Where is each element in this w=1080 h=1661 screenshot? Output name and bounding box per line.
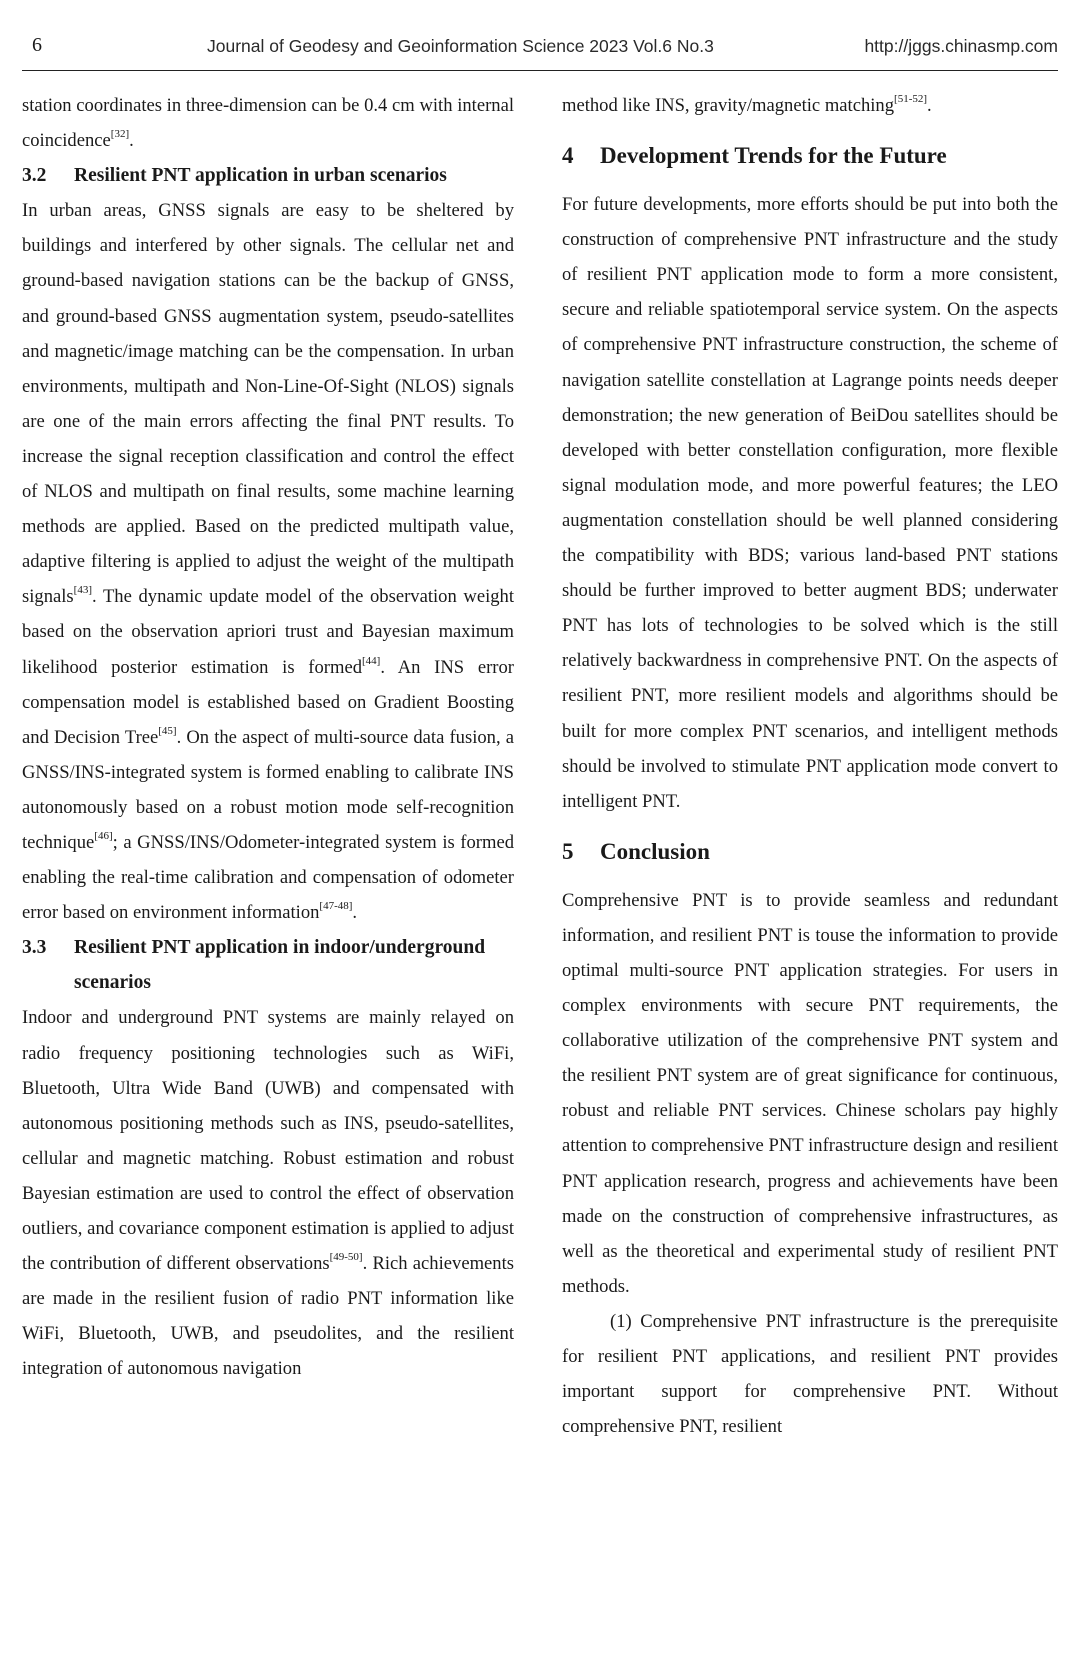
citation[interactable]: [44]: [362, 654, 381, 667]
paragraph-conclusion: Comprehensive PNT is to provide seamless and redundant information, and resilient PNT is touse the information to provide optimal multi-source PNT application strategies. For users in complex environments with secure PNT requirements, the collaborative utilization of the comprehensive PNT system and the resilient PNT system are of great significance for continuous, robust and reliable PNT services. Chinese scholars pay highly attention to comprehensive PNT infrastructure design and resilient PNT application research, progress and achievements have been made on the construction of comprehensive infrastructures, as well as the theoretical and experimental study of resilient PNT methods.: [562, 889, 1058, 1297]
citation[interactable]: [43]: [73, 584, 92, 597]
section-4-heading: 4 Development Trends for the Future: [562, 143, 947, 169]
citation[interactable]: [51-52]: [894, 93, 928, 105]
journal-url: http://jggs.chinasmp.com: [864, 36, 1058, 56]
journal-title: Journal of Geodesy and Geoinformation Science 2023 Vol.6 No.3: [207, 36, 714, 56]
citation[interactable]: [32]: [110, 128, 130, 141]
citation[interactable]: [45]: [158, 724, 177, 737]
page-number: 6: [32, 34, 42, 56]
paragraph-continuation: method like INS, gravity/magnetic matching[51-52].: [562, 93, 932, 116]
citation[interactable]: [47-48]: [319, 900, 353, 913]
section-3-3-heading: 3.3 Resilient PNT application in indoor/underground scenarios: [22, 937, 486, 994]
section-5-heading: 5 Conclusion: [562, 838, 710, 864]
paragraph-future-trends: For future developments, more efforts should be put into both the construction of comprehensive PNT infrastructure and the study of resilient PNT application mode to form a more consistent, secure and reliable spatiotemporal service system. On the aspects of comprehensive PNT infrastructure construction, the scheme of navigation satellite constellation at Lagrange points needs deeper demonstration; the new generation of BeiDou satellites should be developed with better constellation configuration, more flexible signal modulation mode, and more powerful features; the LEO augmentation constellation should be well planned considering the compatibility with BDS; various land-based PNT stations should be further improved to better augment BDS; underwater PNT has lots of technologies to be solved which is the still relatively backwardness in comprehensive PNT. On the aspects of resilient PNT, more resilient models and algorithms should be built for more complex PNT scenarios, and intelligent methods should be involved to stimulate PNT application mode convert to intelligent PNT.: [562, 194, 1058, 812]
section-3-2-heading: 3.2 Resilient PNT application in urban scenarios: [22, 165, 447, 187]
citation[interactable]: [46]: [94, 829, 113, 842]
left-column: [22, 88, 514, 1386]
page-header: [22, 34, 1058, 71]
paragraph-continuation: station coordinates in three-dimension can be 0.4 cm with internal coincidence[32].: [22, 95, 514, 152]
paragraph-indoor: Indoor and underground PNT systems are mainly relayed on radio frequency positioning technologies such as WiFi, Bluetooth, Ultra Wide Band (UWB) and compensated with autonomous positioning methods such as INS, pseudo-satellites, cellular and magnetic matching. Robust estimation and robust Bayesian estimation are used to control the effect of observation outliers, and covariance component estimation is applied to adjust the contribution of different observations[49-50]. Rich achievements are made in the resilient fusion of radio PNT information like WiFi, Bluetooth, UWB, and pseudolites, and the resilient integration of autonomous navigation: [22, 1007, 514, 1380]
citation[interactable]: [49-50]: [329, 1251, 363, 1264]
right-column: [562, 88, 1058, 1444]
paragraph-conclusion-point-1: (1) Comprehensive PNT infrastructure is the prerequisite for resilient PNT applications, and resilient PNT provides important support for comprehensive PNT. Without comprehensive PNT, resilient: [562, 1310, 1058, 1438]
paragraph-urban: In urban areas, GNSS signals are easy to be sheltered by buildings and interfered by other signals. The cellular net and ground-based navigation stations can be the backup of GNSS, and ground-based GNSS augmentation system, pseudo-satellites and magnetic/image matching can be the compensation. In urban environments, multipath and Non-Line-Of-Sight (NLOS) signals are one of the main errors affecting the final PNT results. To increase the signal reception classification and control the effect of NLOS and multipath on final results, some machine learning methods are applied. Based on the predicted multipath value, adaptive filtering is applied to adjust the weight of the multipath signals[43]. The dynamic update model of the observation weight based on the observation apriori trust and Bayesian maximum likelihood posterior estimation is formed[44]. An INS error compensation model is established based on Gradient Boosting and Decision Tree[45]. On the aspect of multi-source data fusion, a GNSS/INS-integrated system is formed enabling to calibrate INS autonomously based on a robust motion mode self-recognition technique[46]; a GNSS/INS/Odometer-integrated system is formed enabling the real-time calibration and compensation of odometer error based on environment information[47-48].: [22, 200, 514, 924]
